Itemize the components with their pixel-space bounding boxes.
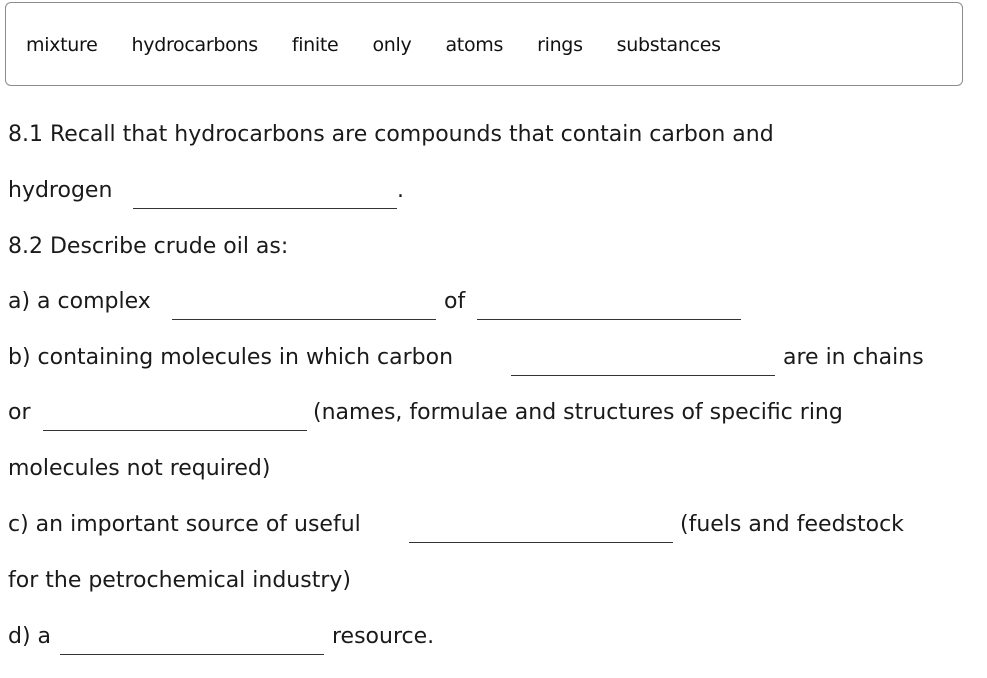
part-b-line2-suffix: (names, formulae and structures of specific ring <box>313 400 843 425</box>
word-chip-rings[interactable]: rings <box>537 34 583 56</box>
answer-blank-b-2[interactable] <box>43 405 307 431</box>
part-b-prefix: b) containing molecules in which carbon <box>8 345 454 370</box>
part-c-prefix: c) an important source of useful <box>8 512 361 537</box>
answer-blank-d[interactable] <box>60 629 324 655</box>
answer-blank-a-2[interactable] <box>477 294 741 320</box>
part-a-middle: of <box>444 289 466 314</box>
answer-blank-c[interactable] <box>409 517 673 543</box>
part-b-line2-prefix: or <box>8 400 31 425</box>
part-d-prefix: d) a <box>8 624 52 649</box>
part-b-line3: molecules not required) <box>8 456 271 481</box>
question-8-1-suffix: . <box>397 178 404 203</box>
question-8-1-prefix: hydrogen <box>8 178 113 203</box>
word-bank <box>5 2 963 86</box>
part-a-prefix: a) a complex <box>8 289 151 314</box>
word-list <box>26 34 755 56</box>
word-chip-substances[interactable]: substances <box>616 34 721 56</box>
word-chip-atoms[interactable]: atoms <box>445 34 504 56</box>
part-c-line2: for the petrochemical industry) <box>8 568 351 593</box>
question-8-2-heading: 8.2 Describe crude oil as: <box>8 234 289 259</box>
answer-blank-b-1[interactable] <box>511 350 775 376</box>
answer-blank-8-1[interactable] <box>133 183 397 209</box>
word-chip-hydrocarbons[interactable]: hydrocarbons <box>131 34 258 56</box>
part-d-suffix: resource. <box>332 624 435 649</box>
question-8-1-text: 8.1 Recall that hydrocarbons are compounds that contain carbon and <box>8 122 774 147</box>
part-c-suffix: (fuels and feedstock <box>680 512 904 537</box>
word-chip-finite[interactable]: finite <box>291 34 339 56</box>
word-chip-only[interactable]: only <box>372 34 412 56</box>
part-b-suffix: are in chains <box>783 345 924 370</box>
answer-blank-a-1[interactable] <box>172 294 436 320</box>
word-chip-mixture[interactable]: mixture <box>26 34 98 56</box>
